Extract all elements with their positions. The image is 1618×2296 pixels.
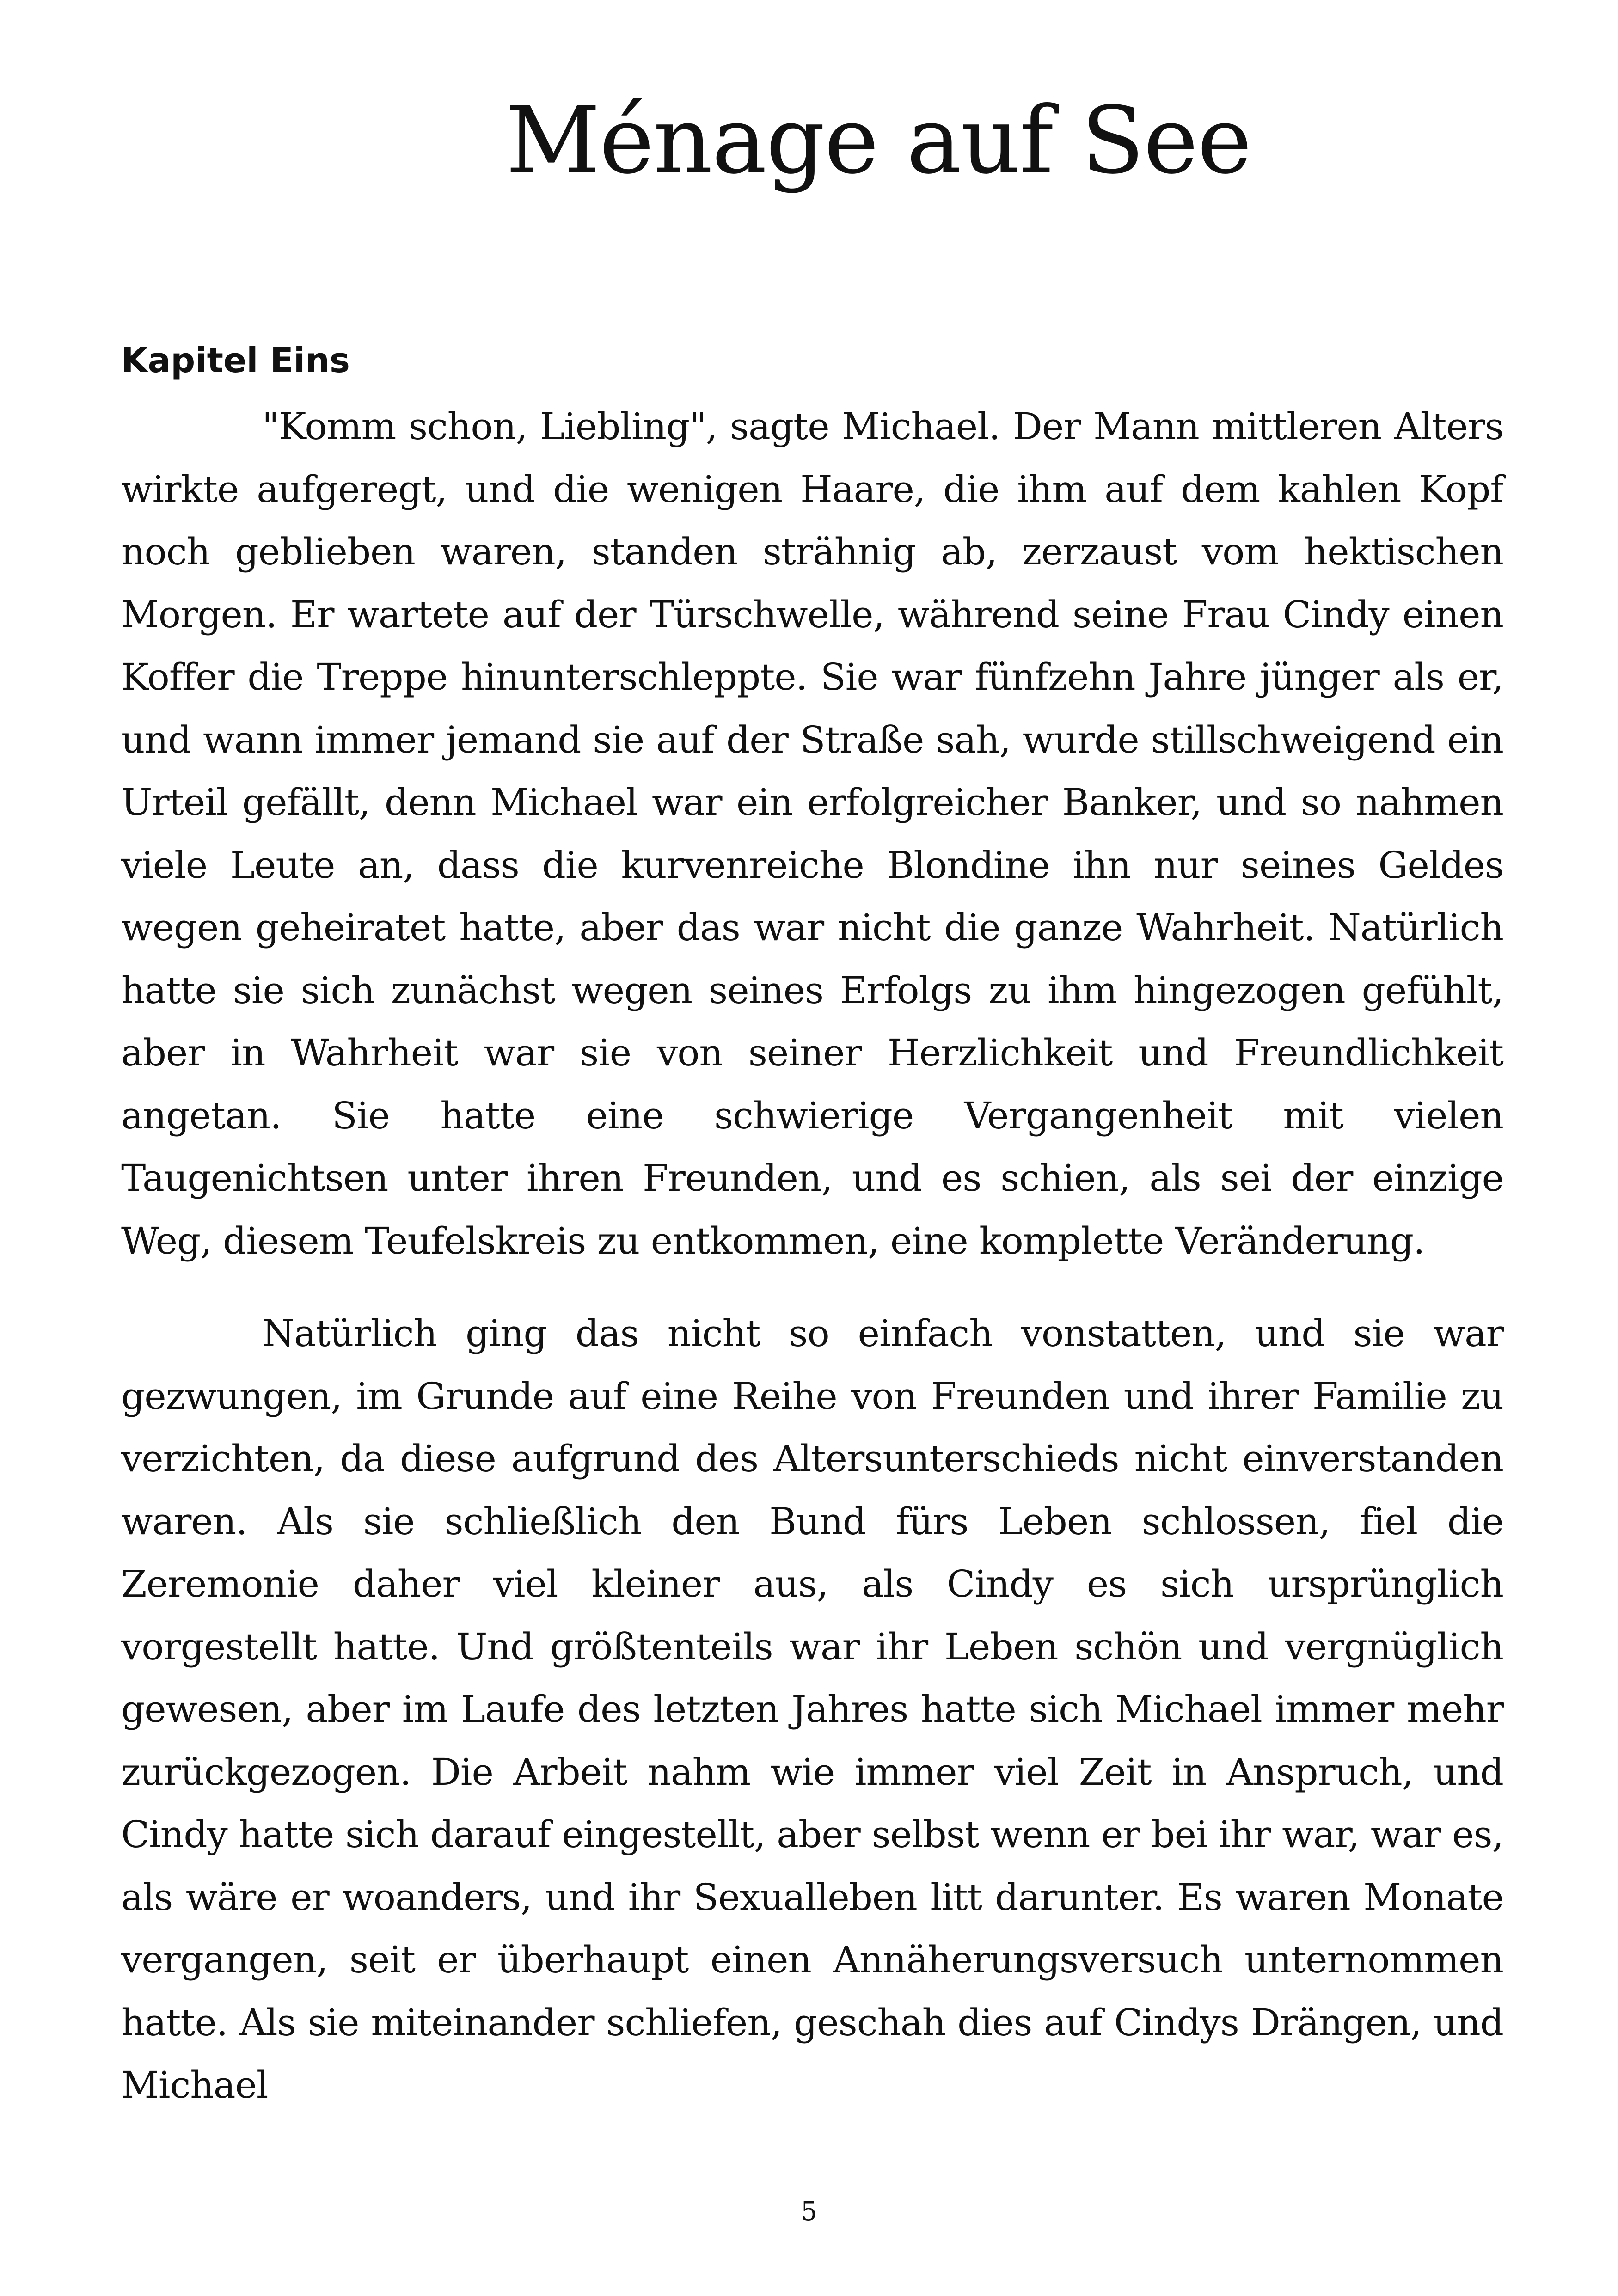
paragraph: Natürlich ging das nicht so einfach vonstatten, und sie war gezwungen, im Grunde auf eine Reihe von Freunden und ihrer Familie zu verzichten, da diese aufgrund des Altersunterschieds nicht einverstanden waren. Als sie schließlich den Bund fürs Leben schlossen, fiel die Zeremonie daher viel kleiner aus, als Cindy es sich ursprünglich vorgestellt hatte. Und größtenteils war ihr Leben schön und vergnüglich gewesen, aber im Laufe des letzten Jahres hatte sich Michael immer mehr zurückgezogen. Die Arbeit nahm wie immer viel Zeit in Anspruch, und Cindy hatte sich darauf eingestellt, aber selbst wenn er bei ihr war, war es, als wäre er woanders, und ihr Sexualleben litt darunter. Es waren Monate vergangen, seit er überhaupt einen Annäherungsversuch unternommen hatte. Als sie miteinander schliefen, geschah dies auf Cindys Drängen, und Michael (121, 1312, 1503, 2106)
chapter-heading: Kapitel Eins (121, 341, 350, 380)
page-number: 5 (801, 2197, 817, 2227)
paragraph: "Komm schon, Liebling", sagte Michael. Der Mann mittleren Alters wirkte aufgeregt, und die wenigen Haare, die ihm auf dem kahlen Kopf noch geblieben waren, standen strähnig ab, zerzaust vom hektischen Morgen. Er wartete auf der Türschwelle, während seine Frau Cindy einen Koffer die Treppe hinunterschleppte. Sie war fünfzehn Jahre jünger als er, und wann immer jemand sie auf der Straße sah, wurde stillschweigend ein Urteil gefällt, denn Michael war ein erfolgreicher Banker, und so nahmen viele Leute an, dass die kurvenreiche Blondine ihn nur seines Geldes wegen geheiratet hatte, aber das war nicht die ganze Wahrheit. Natürlich hatte sie sich zunächst wegen seines Erfolgs zu ihm hingezogen gefühlt, aber in Wahrheit war sie von seiner Herzlichkeit und Freundlichkeit angetan. Sie hatte eine schwierige Vergangenheit mit vielen Taugenichtsen unter ihren Freunden, und es schien, als sei der einzige Weg, diesem Teufelskreis zu entkommen, eine komplette Veränderung. (121, 405, 1503, 1262)
chapter-body (121, 395, 1503, 2117)
book-title: Ménage auf See (505, 87, 1251, 195)
